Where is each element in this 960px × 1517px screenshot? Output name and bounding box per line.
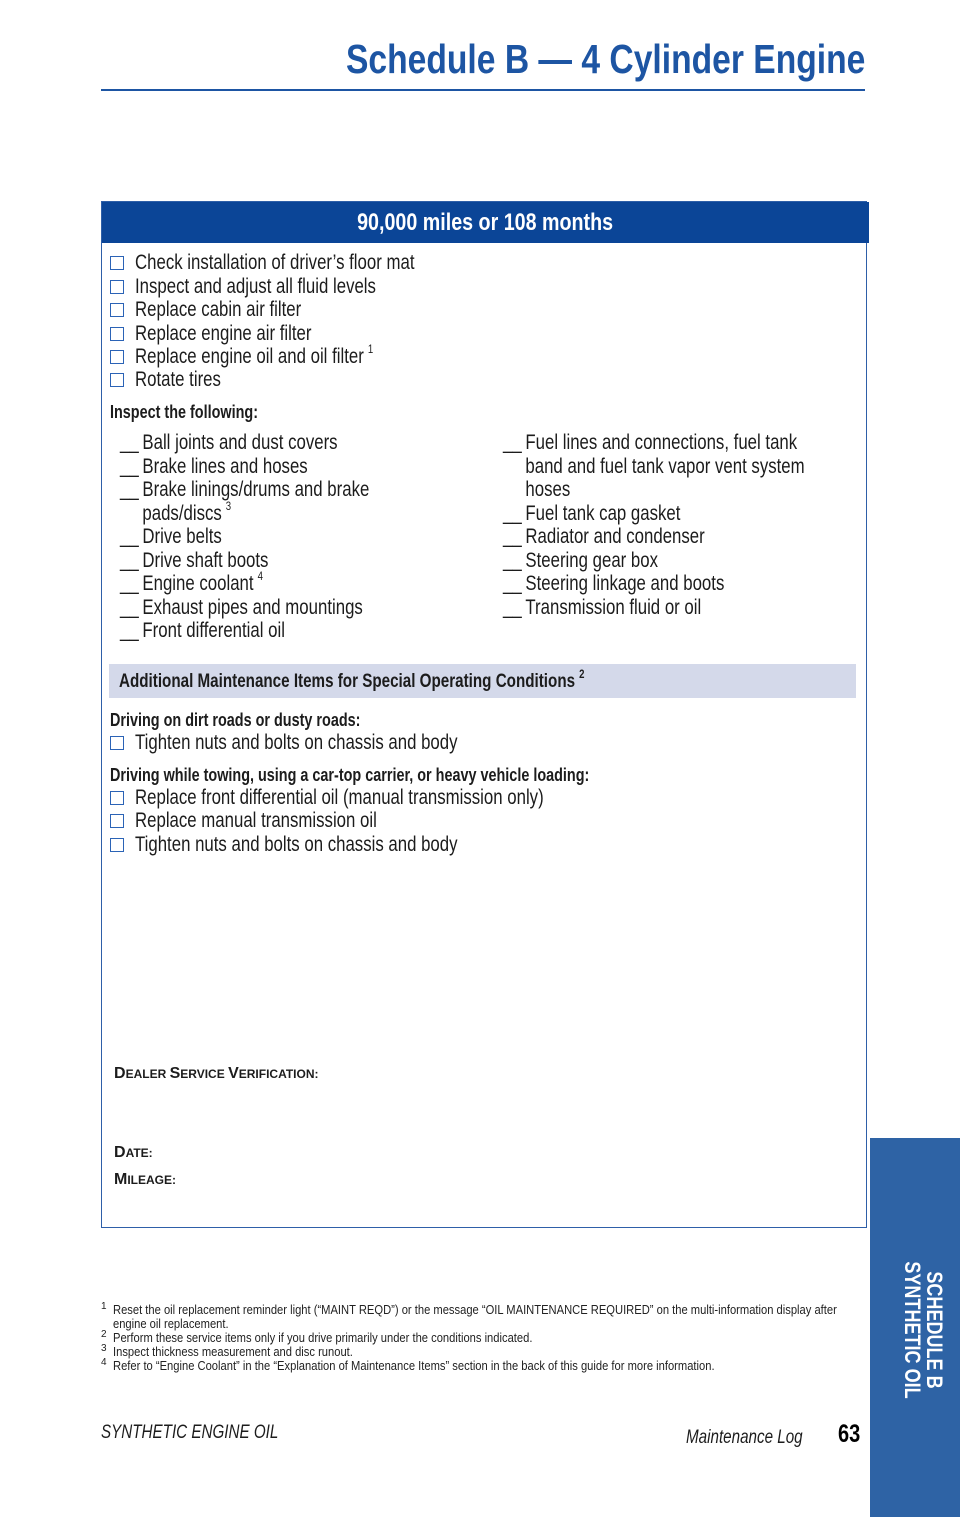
footnote-ref: 4 <box>257 569 263 583</box>
footnote-ref: 1 <box>367 342 374 356</box>
checkbox[interactable] <box>110 736 124 750</box>
checkbox[interactable] <box>110 350 124 364</box>
interval-header <box>102 202 869 243</box>
checklist-item-label: Replace engine air filter <box>135 322 312 345</box>
footnote: 1 Reset the oil replacement reminder light (“MAINT REQD”) or the message “OIL MAINTENANCE REQUIRED” on the multi-information display after engine oil replacement. <box>101 1301 837 1331</box>
checkbox[interactable] <box>110 303 124 317</box>
footer-oil-type: SYNTHETIC ENGINE OIL <box>101 1422 279 1443</box>
checklist-item-label: Replace manual transmission oil <box>135 809 377 832</box>
footnote: 2 Perform these service items only if you drive primarily under the conditions indicated. <box>101 1329 533 1345</box>
dealer-verification-label: DEALER SERVICE VERIFICATION: <box>114 1065 319 1082</box>
footnote: 3 Inspect thickness measurement and disc runout. <box>101 1343 353 1359</box>
condition-heading: Driving while towing, using a car-top carrier, or heavy vehicle loading: <box>110 765 590 785</box>
page-number: 63 <box>838 1420 861 1448</box>
checkbox[interactable] <box>110 373 124 387</box>
side-tab-label: SCHEDULE B SYNTHETIC OIL <box>900 1261 947 1399</box>
footnote: 4 Refer to “Engine Coolant” in the “Explanation of Maintenance Items” section in the back of this guide for more information. <box>101 1357 715 1373</box>
interval-header-text: 90,000 miles or 108 months <box>357 208 614 236</box>
footnotes <box>101 1303 861 1373</box>
additional-items-heading: Additional Maintenance Items for Special Operating Conditions $^2$ <box>119 666 585 692</box>
checklist-item-label: Rotate tires <box>135 368 221 391</box>
checkbox[interactable] <box>110 327 124 341</box>
checkbox[interactable] <box>110 280 124 294</box>
additional-items-band <box>109 664 856 698</box>
date-label: DATE: <box>114 1144 153 1161</box>
footer-section-label: Maintenance Log <box>686 1427 803 1448</box>
checkbox[interactable] <box>110 791 124 805</box>
checkbox[interactable] <box>110 256 124 270</box>
title-rule <box>101 89 865 91</box>
checklist-item-label: Replace engine oil and oil filter $^1$ <box>135 342 374 368</box>
checklist-item-label: Tighten nuts and bolts on chassis and body <box>135 731 458 754</box>
checklist-item-label: Replace cabin air filter <box>135 298 302 321</box>
inspect-heading: Inspect the following: <box>110 402 258 422</box>
checklist-item-label: Inspect and adjust all fluid levels <box>135 275 376 298</box>
maintenance-box: 90,000 miles or 108 months Check installation of driver’s floor mat Inspect and adjust all fluid levels Replace cabin air filter Replace engine air filter Replace engine oil and oil filter $^1$ Rotate tires Inspect the following: __ Ball joints and dust covers __ Brake lines and hoses __ Brake linings/drums and brake pads/discs $^3$ __ Drive belts __ Drive shaft boots __ Engine coolant $^4$ __ Exhaust pipes and mountings __ Front differential oil __ Fuel lines and connections, fuel tank band and fuel tank vapor vent system hoses __ Fuel tank cap gasket __ Radiator and condenser __ Steering gear box __ Steering linkage and boots __ Transmission fluid or oil Additional Maintenance Items for Special Operating Conditions $^2$ Driving on dirt roads or dusty roads: Tighten nuts and bolts on chassis and body Driving while towing, using a car-top carrier, or heavy vehicle loading: Replace front differential oil (manual transmission only) Replace manual transmission oil Tighten nuts and bolts on chassis and body DEALER SERVICE VERIFICATION: DATE: MILEAGE: <box>101 201 867 1228</box>
footnote-ref: 3 <box>225 499 232 513</box>
checkbox[interactable] <box>110 814 124 828</box>
mileage-label: MILEAGE: <box>114 1171 176 1188</box>
checklist-item-label: Replace front differential oil (manual transmission only) <box>135 786 544 809</box>
checklist-item-label: Tighten nuts and bolts on chassis and body <box>135 833 458 856</box>
footnote-ref: 2 <box>579 666 585 681</box>
page-title: Schedule B — 4 Cylinder Engine <box>345 36 865 82</box>
checkbox[interactable] <box>110 838 124 852</box>
checklist-item-label: Check installation of driver’s floor mat <box>135 251 415 274</box>
condition-heading: Driving on dirt roads or dusty roads: <box>110 710 361 730</box>
